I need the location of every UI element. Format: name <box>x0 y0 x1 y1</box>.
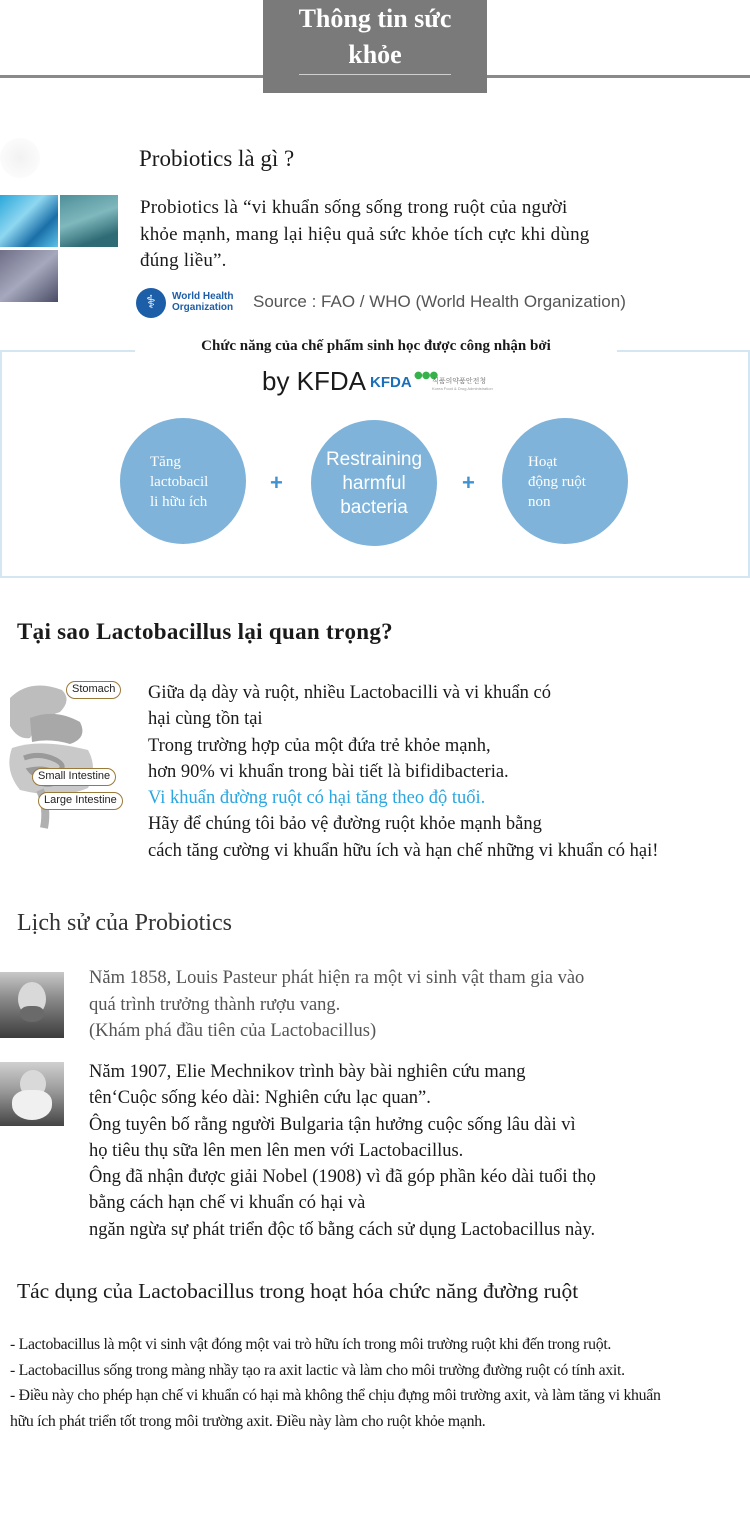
probiotics-heading: Probiotics là gì ? <box>139 146 295 171</box>
effect-item: hữu ích phát triển tốt trong môi trường axit. Điều này làm cho ruột khỏe mạnh. <box>10 1412 486 1430</box>
kfda-dots-icon: ●●● <box>414 370 438 381</box>
why-lactobacillus-text: Giữa dạ dày và ruột, nhiều Lactobacilli và vi khuẩn có hại cùng tồn tại Trong trường hợp của một đứa trẻ khỏe mạnh, hơn 90% vi khuẩn trong bài tiết là bifidibacteria. Vi khuẩn đường ruột có hại tăng theo độ tuổi. Hãy để chúng tôi bảo vệ đường ruột khỏe mạnh bằng cách tăng cường vi khuẩn hữu ích và hạn chế những vi khuẩn có hại! <box>148 680 748 864</box>
definition-line: đúng liều”. <box>140 250 227 271</box>
probiotics-definition <box>140 195 720 275</box>
effects-heading: Tác dụng của Lactobacillus trong hoạt hóa chức năng đường ruột <box>17 1279 579 1303</box>
digestive-system-illustration <box>0 678 110 838</box>
large-intestine-label: Large Intestine <box>38 792 123 810</box>
kfda-box-title: Chức năng của chế phẩm sinh học được công nhận bởi <box>201 338 551 354</box>
louis-pasteur-portrait <box>0 972 64 1038</box>
definition-line: khỏe mạnh, mang lại hiệu quả sức khỏe tích cực khi dùng <box>140 223 590 245</box>
history-heading: Lịch sử của Probiotics <box>17 910 232 936</box>
effect-item: - Lactobacillus sống trong màng nhầy tạo ra axit lactic và làm cho môi trường đường ruột có tính axit. <box>10 1361 625 1379</box>
kfda-logo-english: Korea Food & Drug Administration <box>432 386 493 391</box>
history-entry-1907: Năm 1907, Elie Mechnikov trình bày bài nghiên cứu mang tên‘Cuộc sống kéo dài: Nghiên cứu lạc quan”. Ông tuyên bố rằng người Bulgaria tận hưởng cuộc sống lâu dài vì họ tiêu thụ sữa lên men lên men với Lactobacillus. Ông đã nhận được giải Nobel (1908) vì đã góp phần kéo dài tuổi thọ bằng cách hạn chế vi khuẩn có hại và ngăn ngừa sự phát triển độc tố bằng cách sử dụng Lactobacillus này. <box>89 1062 596 1240</box>
kfda-logo <box>370 370 495 396</box>
function-circle-restraining: Restraining harmful bacteria <box>311 420 437 546</box>
who-logo-text: World Health Organization <box>172 291 234 313</box>
bacteria-image-purple <box>0 250 58 302</box>
page-title-banner <box>263 0 487 93</box>
who-emblem-icon: ⚕ <box>136 288 166 318</box>
bacteria-image-blue <box>0 195 58 247</box>
history-entry-1858: Năm 1858, Louis Pasteur phát hiện ra một vi sinh vật tham gia vào quá trình trưởng thành rượu vang. (Khám phá đầu tiên của Lactobacillus) <box>89 968 585 1041</box>
function-circle-lactobacilli: Tăng lactobacil li hữu ích <box>120 418 246 544</box>
page-title-line-1: Thông tin sức <box>298 4 452 33</box>
function-circle-intestine: Hoạt động ruột non <box>502 418 628 544</box>
title-underline <box>299 74 451 75</box>
kfda-logo-korean: 식품의약품안전청 <box>432 377 487 385</box>
why-lactobacillus-heading: Tại sao Lactobacillus lại quan trọng? <box>17 619 393 644</box>
by-kfda-label: by KFDA <box>262 366 367 396</box>
definition-line: Probiotics là “vi khuẩn sống sống trong ruột của người <box>140 197 568 218</box>
effect-item: - Lactobacillus là một vi sinh vật đóng một vai trò hữu ích trong môi trường ruột khi đến trong ruột. <box>10 1336 612 1353</box>
decorative-glow <box>0 138 40 178</box>
stomach-label: Stomach <box>66 681 121 699</box>
plus-icon: + <box>270 470 283 495</box>
elie-mechnikov-portrait <box>0 1062 64 1126</box>
kfda-logo-text: KFDA <box>370 374 412 391</box>
effect-item: - Điều này cho phép hạn chế vi khuẩn có hại mà không thể chịu đựng môi trường axit, và làm tăng vi khuẩn <box>10 1387 661 1404</box>
source-citation: Source : FAO / WHO (World Health Organization) <box>253 292 626 311</box>
small-intestine-label: Small Intestine <box>32 768 116 786</box>
bacteria-image-green <box>60 195 118 247</box>
plus-icon: + <box>462 470 475 495</box>
who-logo <box>136 288 246 318</box>
highlight-line: Vi khuẩn đường ruột có hại tăng theo độ tuổi. <box>148 788 486 809</box>
page-title-line-2: khỏe <box>348 40 402 69</box>
effects-list <box>10 1332 748 1434</box>
